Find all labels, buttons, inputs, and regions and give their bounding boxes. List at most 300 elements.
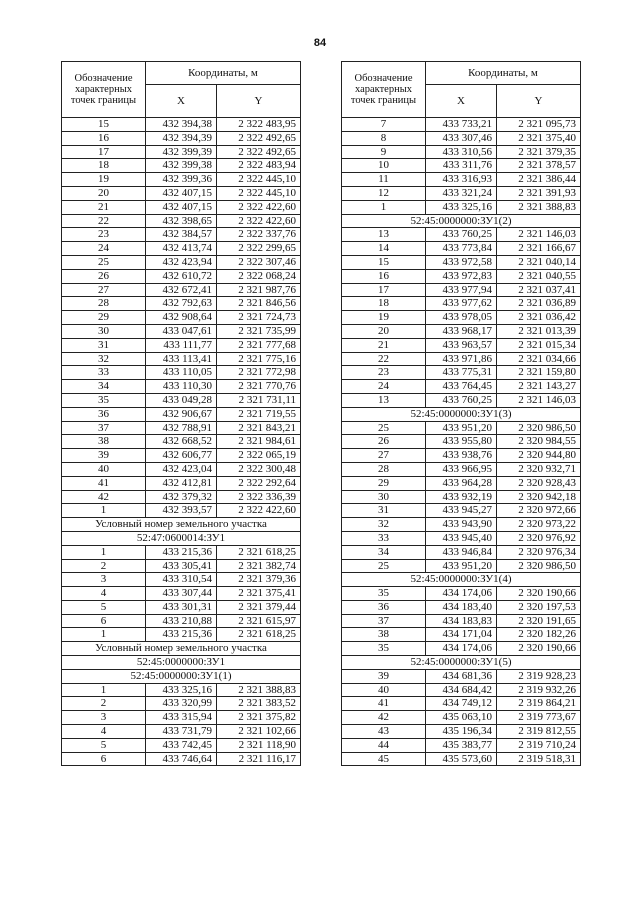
point-number: 5 [62, 600, 146, 614]
x-coordinate: 433 977,62 [426, 297, 497, 311]
table-row [62, 118, 301, 132]
x-coordinate: 433 047,61 [146, 324, 217, 338]
point-number: 33 [62, 366, 146, 380]
y-coordinate: 2 320 191,65 [497, 614, 581, 628]
section-label: Условный номер земельного участка [62, 642, 301, 656]
table-row [342, 228, 581, 242]
point-number: 7 [342, 118, 426, 132]
table-row [342, 587, 581, 601]
x-coordinate: 432 423,04 [146, 462, 217, 476]
point-number: 12 [342, 186, 426, 200]
point-number: 13 [342, 228, 426, 242]
y-coordinate: 2 321 146,03 [497, 228, 581, 242]
y-coordinate: 2 320 942,18 [497, 490, 581, 504]
y-coordinate: 2 321 379,36 [217, 573, 301, 587]
point-number: 35 [62, 393, 146, 407]
y-coordinate: 2 321 146,03 [497, 393, 581, 407]
header-y: Y [497, 85, 581, 118]
x-coordinate: 435 063,10 [426, 711, 497, 725]
y-coordinate: 2 320 972,66 [497, 504, 581, 518]
table-row [342, 476, 581, 490]
table-row [342, 173, 581, 187]
y-coordinate: 2 320 197,53 [497, 600, 581, 614]
point-number: 40 [62, 462, 146, 476]
x-coordinate: 433 325,16 [146, 683, 217, 697]
point-number: 13 [342, 393, 426, 407]
y-coordinate: 2 322 292,64 [217, 476, 301, 490]
table-row [342, 504, 581, 518]
point-number: 27 [342, 449, 426, 463]
point-number: 36 [342, 600, 426, 614]
y-coordinate: 2 320 182,26 [497, 628, 581, 642]
x-coordinate: 433 945,27 [426, 504, 497, 518]
y-coordinate: 2 320 928,43 [497, 476, 581, 490]
x-coordinate: 433 971,86 [426, 352, 497, 366]
point-number: 18 [342, 297, 426, 311]
point-number: 36 [62, 407, 146, 421]
table-row [62, 628, 301, 642]
y-coordinate: 2 321 040,55 [497, 269, 581, 283]
x-coordinate: 433 310,56 [426, 145, 497, 159]
y-coordinate: 2 319 864,21 [497, 697, 581, 711]
x-coordinate: 432 399,36 [146, 173, 217, 187]
table-row [342, 628, 581, 642]
point-number: 3 [62, 573, 146, 587]
x-coordinate: 433 968,17 [426, 324, 497, 338]
x-coordinate: 433 311,76 [426, 159, 497, 173]
x-coordinate: 435 196,34 [426, 725, 497, 739]
point-number: 30 [342, 490, 426, 504]
point-number: 21 [62, 200, 146, 214]
y-coordinate: 2 321 618,25 [217, 628, 301, 642]
point-number: 31 [62, 338, 146, 352]
x-coordinate: 434 174,06 [426, 587, 497, 601]
table-row [342, 352, 581, 366]
y-coordinate: 2 322 422,60 [217, 504, 301, 518]
point-number: 10 [342, 159, 426, 173]
header-designation: Обозначение характерных точек границы [342, 62, 426, 118]
table-row [342, 545, 581, 559]
x-coordinate: 432 407,15 [146, 186, 217, 200]
table-row [62, 752, 301, 766]
x-coordinate: 435 383,77 [426, 738, 497, 752]
x-coordinate: 432 672,41 [146, 283, 217, 297]
section-header-row [62, 669, 301, 683]
table-row [62, 449, 301, 463]
table-row [62, 131, 301, 145]
x-coordinate: 433 321,24 [426, 186, 497, 200]
point-number: 4 [62, 725, 146, 739]
y-coordinate: 2 319 928,23 [497, 669, 581, 683]
y-coordinate: 2 322 300,48 [217, 462, 301, 476]
x-coordinate: 434 183,83 [426, 614, 497, 628]
x-coordinate: 434 174,06 [426, 642, 497, 656]
header-x: X [146, 85, 217, 118]
point-number: 2 [62, 559, 146, 573]
table-row [62, 573, 301, 587]
table-row [62, 159, 301, 173]
x-coordinate: 433 764,45 [426, 380, 497, 394]
table-row [62, 324, 301, 338]
point-number: 28 [62, 297, 146, 311]
table-row [62, 435, 301, 449]
table-row [62, 269, 301, 283]
x-coordinate: 435 573,60 [426, 752, 497, 766]
y-coordinate: 2 321 724,73 [217, 311, 301, 325]
x-coordinate: 432 394,39 [146, 131, 217, 145]
table-row [62, 255, 301, 269]
section-header-row [342, 656, 581, 670]
table-row [62, 283, 301, 297]
point-number: 3 [62, 711, 146, 725]
coordinates-table-left [61, 61, 301, 766]
table-row [62, 228, 301, 242]
table-row [62, 173, 301, 187]
y-coordinate: 2 321 034,66 [497, 352, 581, 366]
y-coordinate: 2 321 777,68 [217, 338, 301, 352]
point-number: 26 [62, 269, 146, 283]
y-coordinate: 2 322 307,46 [217, 255, 301, 269]
section-label: 52:45:0000000:ЗУ1(3) [342, 407, 581, 421]
x-coordinate: 434 681,36 [426, 669, 497, 683]
y-coordinate: 2 321 388,83 [497, 200, 581, 214]
point-number: 1 [342, 200, 426, 214]
table-row [342, 490, 581, 504]
y-coordinate: 2 319 812,55 [497, 725, 581, 739]
table-row [342, 614, 581, 628]
table-row [62, 614, 301, 628]
x-coordinate: 432 908,64 [146, 311, 217, 325]
x-coordinate: 433 943,90 [426, 518, 497, 532]
x-coordinate: 432 606,77 [146, 449, 217, 463]
y-coordinate: 2 321 015,34 [497, 338, 581, 352]
y-coordinate: 2 321 379,44 [217, 600, 301, 614]
table-row [62, 393, 301, 407]
y-coordinate: 2 321 102,66 [217, 725, 301, 739]
x-coordinate: 432 792,63 [146, 297, 217, 311]
x-coordinate: 433 110,05 [146, 366, 217, 380]
header-y: Y [217, 85, 301, 118]
y-coordinate: 2 322 483,94 [217, 159, 301, 173]
table-row [342, 324, 581, 338]
table-row [342, 642, 581, 656]
table-row [62, 145, 301, 159]
x-coordinate: 433 316,93 [426, 173, 497, 187]
table-row [62, 683, 301, 697]
table-row [342, 518, 581, 532]
table-row [62, 366, 301, 380]
point-number: 24 [342, 380, 426, 394]
point-number: 38 [342, 628, 426, 642]
x-coordinate: 432 610,72 [146, 269, 217, 283]
header-coordinates: Координаты, м [146, 62, 301, 85]
table-row [62, 462, 301, 476]
point-number: 22 [342, 352, 426, 366]
y-coordinate: 2 321 846,56 [217, 297, 301, 311]
y-coordinate: 2 321 388,83 [217, 683, 301, 697]
y-coordinate: 2 322 065,19 [217, 449, 301, 463]
point-number: 1 [62, 628, 146, 642]
point-number: 29 [342, 476, 426, 490]
table-row [342, 600, 581, 614]
table-row [342, 697, 581, 711]
x-coordinate: 434 171,04 [426, 628, 497, 642]
section-header-row [342, 214, 581, 228]
point-number: 22 [62, 214, 146, 228]
table-row [342, 531, 581, 545]
point-number: 15 [342, 255, 426, 269]
table-row [62, 490, 301, 504]
point-number: 8 [342, 131, 426, 145]
table-row [342, 200, 581, 214]
x-coordinate: 432 668,52 [146, 435, 217, 449]
y-coordinate: 2 321 166,67 [497, 242, 581, 256]
point-number: 32 [342, 518, 426, 532]
y-coordinate: 2 322 492,65 [217, 131, 301, 145]
y-coordinate: 2 321 775,16 [217, 352, 301, 366]
table-row [342, 255, 581, 269]
y-coordinate: 2 321 615,97 [217, 614, 301, 628]
point-number: 33 [342, 531, 426, 545]
point-number: 39 [62, 449, 146, 463]
x-coordinate: 433 775,31 [426, 366, 497, 380]
x-coordinate: 432 398,65 [146, 214, 217, 228]
point-number: 38 [62, 435, 146, 449]
x-coordinate: 433 972,83 [426, 269, 497, 283]
point-number: 14 [342, 242, 426, 256]
y-coordinate: 2 322 337,76 [217, 228, 301, 242]
x-coordinate: 433 113,41 [146, 352, 217, 366]
table-row [62, 242, 301, 256]
point-number: 26 [342, 435, 426, 449]
x-coordinate: 433 746,64 [146, 752, 217, 766]
table-row [342, 421, 581, 435]
y-coordinate: 2 321 386,44 [497, 173, 581, 187]
section-label: 52:45:0000000:ЗУ1(1) [62, 669, 301, 683]
y-coordinate: 2 321 040,14 [497, 255, 581, 269]
y-coordinate: 2 321 037,41 [497, 283, 581, 297]
table-row [342, 242, 581, 256]
y-coordinate: 2 321 735,99 [217, 324, 301, 338]
y-coordinate: 2 321 382,74 [217, 559, 301, 573]
table-row [62, 504, 301, 518]
y-coordinate: 2 320 986,50 [497, 421, 581, 435]
point-number: 20 [62, 186, 146, 200]
y-coordinate: 2 321 618,25 [217, 545, 301, 559]
table-row [62, 738, 301, 752]
page-number: 84 [313, 37, 327, 49]
section-header-row [342, 573, 581, 587]
point-number: 42 [62, 490, 146, 504]
x-coordinate: 433 310,54 [146, 573, 217, 587]
y-coordinate: 2 322 422,60 [217, 200, 301, 214]
header-coordinates: Координаты, м [426, 62, 581, 85]
section-label: 52:45:0000000:ЗУ1 [62, 656, 301, 670]
point-number: 20 [342, 324, 426, 338]
y-coordinate: 2 321 770,76 [217, 380, 301, 394]
point-number: 30 [62, 324, 146, 338]
point-number: 29 [62, 311, 146, 325]
point-number: 35 [342, 642, 426, 656]
table-row [62, 476, 301, 490]
x-coordinate: 432 906,67 [146, 407, 217, 421]
point-number: 44 [342, 738, 426, 752]
y-coordinate: 2 321 379,35 [497, 145, 581, 159]
section-header-row [62, 518, 301, 532]
x-coordinate: 432 788,91 [146, 421, 217, 435]
y-coordinate: 2 322 422,60 [217, 214, 301, 228]
point-number: 43 [342, 725, 426, 739]
y-coordinate: 2 320 944,80 [497, 449, 581, 463]
table-row [62, 711, 301, 725]
y-coordinate: 2 321 375,41 [217, 587, 301, 601]
x-coordinate: 433 760,25 [426, 228, 497, 242]
table-row [342, 283, 581, 297]
table-row [342, 297, 581, 311]
point-number: 40 [342, 683, 426, 697]
table-row [342, 145, 581, 159]
point-number: 28 [342, 462, 426, 476]
x-coordinate: 433 742,45 [146, 738, 217, 752]
point-number: 6 [62, 752, 146, 766]
x-coordinate: 432 399,39 [146, 145, 217, 159]
x-coordinate: 434 684,42 [426, 683, 497, 697]
point-number: 1 [62, 683, 146, 697]
x-coordinate: 433 049,28 [146, 393, 217, 407]
y-coordinate: 2 321 013,39 [497, 324, 581, 338]
section-header-row [62, 531, 301, 545]
header-x: X [426, 85, 497, 118]
x-coordinate: 433 964,28 [426, 476, 497, 490]
table-row [342, 393, 581, 407]
point-number: 25 [62, 255, 146, 269]
y-coordinate: 2 322 492,65 [217, 145, 301, 159]
table-row [62, 352, 301, 366]
x-coordinate: 433 325,16 [426, 200, 497, 214]
point-number: 25 [342, 421, 426, 435]
point-number: 2 [62, 697, 146, 711]
x-coordinate: 433 111,77 [146, 338, 217, 352]
section-label: 52:45:0000000:ЗУ1(4) [342, 573, 581, 587]
table-row [342, 683, 581, 697]
point-number: 6 [62, 614, 146, 628]
x-coordinate: 432 379,32 [146, 490, 217, 504]
y-coordinate: 2 321 984,61 [217, 435, 301, 449]
x-coordinate: 432 407,15 [146, 200, 217, 214]
y-coordinate: 2 321 116,17 [217, 752, 301, 766]
table-row [342, 711, 581, 725]
x-coordinate: 432 399,38 [146, 159, 217, 173]
x-coordinate: 433 301,31 [146, 600, 217, 614]
x-coordinate: 433 215,36 [146, 628, 217, 642]
point-number: 9 [342, 145, 426, 159]
y-coordinate: 2 320 984,55 [497, 435, 581, 449]
table-row [62, 380, 301, 394]
table-row [342, 725, 581, 739]
section-label: 52:45:0000000:ЗУ1(5) [342, 656, 581, 670]
section-label: Условный номер земельного участка [62, 518, 301, 532]
table-row [342, 118, 581, 132]
point-number: 25 [342, 559, 426, 573]
point-number: 16 [62, 131, 146, 145]
y-coordinate: 2 322 445,10 [217, 173, 301, 187]
x-coordinate: 434 749,12 [426, 697, 497, 711]
y-coordinate: 2 321 731,11 [217, 393, 301, 407]
y-coordinate: 2 322 336,39 [217, 490, 301, 504]
y-coordinate: 2 322 483,95 [217, 118, 301, 132]
table-row [62, 587, 301, 601]
table-row [342, 159, 581, 173]
x-coordinate: 432 394,38 [146, 118, 217, 132]
x-coordinate: 433 215,36 [146, 545, 217, 559]
y-coordinate: 2 322 068,24 [217, 269, 301, 283]
table-row [342, 366, 581, 380]
y-coordinate: 2 321 772,98 [217, 366, 301, 380]
point-number: 1 [62, 504, 146, 518]
point-number: 27 [62, 283, 146, 297]
x-coordinate: 433 932,19 [426, 490, 497, 504]
point-number: 34 [62, 380, 146, 394]
point-number: 18 [62, 159, 146, 173]
y-coordinate: 2 320 932,71 [497, 462, 581, 476]
y-coordinate: 2 320 986,50 [497, 559, 581, 573]
table-row [62, 297, 301, 311]
x-coordinate: 433 210,88 [146, 614, 217, 628]
x-coordinate: 433 320,99 [146, 697, 217, 711]
table-row [62, 338, 301, 352]
table-row [62, 214, 301, 228]
x-coordinate: 434 183,40 [426, 600, 497, 614]
table-row [342, 462, 581, 476]
y-coordinate: 2 320 976,92 [497, 531, 581, 545]
x-coordinate: 432 412,81 [146, 476, 217, 490]
y-coordinate: 2 319 932,26 [497, 683, 581, 697]
x-coordinate: 433 972,58 [426, 255, 497, 269]
x-coordinate: 433 955,80 [426, 435, 497, 449]
x-coordinate: 433 963,57 [426, 338, 497, 352]
point-number: 23 [62, 228, 146, 242]
x-coordinate: 433 307,44 [146, 587, 217, 601]
table-row [342, 738, 581, 752]
table-row [342, 269, 581, 283]
x-coordinate: 433 315,94 [146, 711, 217, 725]
y-coordinate: 2 321 987,76 [217, 283, 301, 297]
table-row [62, 600, 301, 614]
x-coordinate: 433 760,25 [426, 393, 497, 407]
table-row [62, 407, 301, 421]
header-designation: Обозначение характерных точек границы [62, 62, 146, 118]
y-coordinate: 2 321 375,82 [217, 711, 301, 725]
table-row [342, 752, 581, 766]
x-coordinate: 433 733,21 [426, 118, 497, 132]
y-coordinate: 2 321 159,80 [497, 366, 581, 380]
y-coordinate: 2 319 710,24 [497, 738, 581, 752]
section-label: 52:45:0000000:ЗУ1(2) [342, 214, 581, 228]
table-row [62, 559, 301, 573]
y-coordinate: 2 319 773,67 [497, 711, 581, 725]
point-number: 1 [62, 545, 146, 559]
x-coordinate: 433 305,41 [146, 559, 217, 573]
point-number: 41 [342, 697, 426, 711]
x-coordinate: 433 938,76 [426, 449, 497, 463]
y-coordinate: 2 321 719,55 [217, 407, 301, 421]
point-number: 39 [342, 669, 426, 683]
table-row [342, 338, 581, 352]
point-number: 41 [62, 476, 146, 490]
x-coordinate: 433 307,46 [426, 131, 497, 145]
y-coordinate: 2 322 299,65 [217, 242, 301, 256]
section-label: 52:47:0600014:ЗУ1 [62, 531, 301, 545]
